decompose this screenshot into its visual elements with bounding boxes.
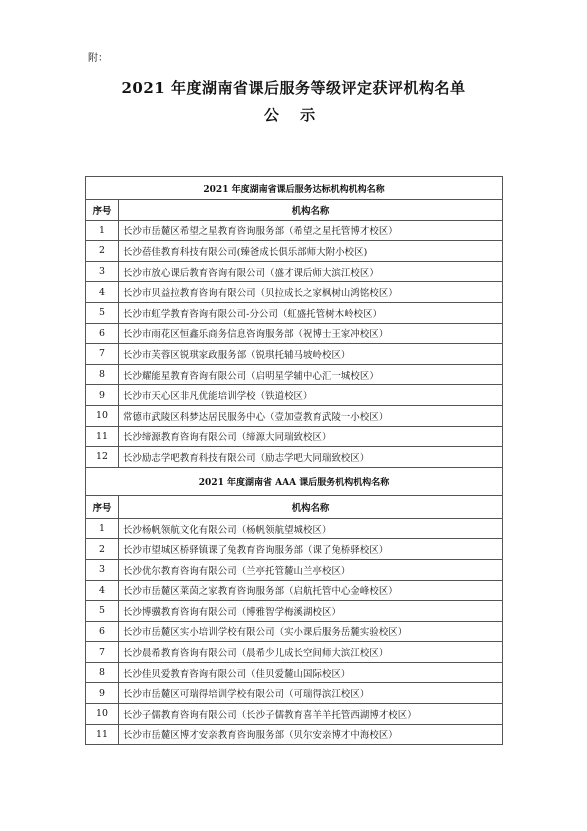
row-number: 5 — [86, 302, 119, 323]
table-row — [86, 683, 503, 704]
section-heading: 2021 年度湖南省课后服务达标机构机构名称 — [86, 177, 503, 200]
column-header-name: 机构名称 — [119, 495, 503, 518]
table-row — [86, 447, 503, 468]
table-row — [86, 426, 503, 447]
annex-label: 附： — [88, 53, 108, 64]
column-header-number: 序号 — [86, 200, 119, 221]
row-number: 5 — [86, 601, 119, 622]
row-number: 1 — [86, 220, 119, 241]
table-row — [86, 261, 503, 282]
institution-name: 长沙市天心区非凡优能培训学校（铁道校区） — [119, 385, 503, 406]
institution-name: 长沙市虹学教育咨询有限公司-分公司（虹盛托管树木岭校区） — [119, 302, 503, 323]
row-number: 3 — [86, 261, 119, 282]
document-subtitle: 公 示 — [263, 106, 324, 124]
institution-name: 长沙优尔教育咨询有限公司（兰亭托管麓山兰亭校区） — [119, 559, 503, 580]
row-number: 1 — [86, 518, 119, 539]
document-title: 2021 年度湖南省课后服务等级评定获评机构名单 — [121, 79, 466, 97]
row-number: 4 — [86, 580, 119, 601]
table-row — [86, 344, 503, 365]
institution-name: 长沙市雨花区恒鑫乐商务信息咨询服务部（祝博士王家冲校区） — [119, 323, 503, 344]
table-row — [86, 539, 503, 560]
column-header-number: 序号 — [86, 495, 119, 518]
row-number: 2 — [86, 539, 119, 560]
row-number: 11 — [86, 724, 119, 745]
row-number: 8 — [86, 364, 119, 385]
institution-name: 长沙市芙蓉区锐琪家政服务部（锐琪托辅马坡岭校区） — [119, 344, 503, 365]
institution-name: 长沙市放心课后教育咨询有限公司（盛才课后师大滨江校区） — [119, 261, 503, 282]
table-row — [86, 405, 503, 426]
table-row — [86, 364, 503, 385]
institution-name: 长沙缔源教育咨询有限公司（缔源大同瑞致校区） — [119, 426, 503, 447]
row-number: 9 — [86, 385, 119, 406]
row-number: 6 — [86, 621, 119, 642]
table-row — [86, 302, 503, 323]
table-row — [86, 601, 503, 622]
row-number: 10 — [86, 704, 119, 725]
table-row — [86, 580, 503, 601]
institution-name: 长沙市岳麓区博才安亲教育咨询服务部（贝尔安亲博才中海校区） — [119, 724, 503, 745]
row-number: 7 — [86, 344, 119, 365]
institution-name: 长沙蓓佳教育科技有限公司(臻爸成长俱乐部师大附小校区) — [119, 241, 503, 262]
institution-name: 长沙博骥教育咨询有限公司（博雅智学梅溪湖校区） — [119, 601, 503, 622]
institution-name: 长沙佳贝爱教育咨询有限公司（佳贝爱麓山国际校区） — [119, 662, 503, 683]
institution-table — [85, 176, 503, 745]
table-row — [86, 323, 503, 344]
row-number: 10 — [86, 405, 119, 426]
column-header-row — [86, 200, 503, 221]
institution-name: 长沙市望城区桥驿镇课了兔教育咨询服务部（课了兔桥驿校区） — [119, 539, 503, 560]
table-row — [86, 385, 503, 406]
table-row — [86, 724, 503, 745]
row-number: 9 — [86, 683, 119, 704]
row-number: 6 — [86, 323, 119, 344]
table-row — [86, 518, 503, 539]
table-row — [86, 621, 503, 642]
table-row — [86, 220, 503, 241]
institution-table-body — [86, 177, 503, 745]
institution-name: 长沙励志学吧教育科技有限公司（励志学吧大同瑞致校区） — [119, 447, 503, 468]
row-number: 7 — [86, 642, 119, 663]
institution-name: 长沙市贝益拉教育咨询有限公司（贝拉成长之家枫树山鸿铭校区） — [119, 282, 503, 303]
institution-name: 长沙市岳麓区可瑞得培训学校有限公司（可瑞得滨江校区） — [119, 683, 503, 704]
section-heading: 2021 年度湖南省 AAA 课后服务机构机构名称 — [86, 467, 503, 495]
section-heading-row — [86, 467, 503, 495]
institution-name: 长沙耀能星教育咨询有限公司（启明星学辅中心汇一城校区） — [119, 364, 503, 385]
table-row — [86, 704, 503, 725]
table-row — [86, 642, 503, 663]
institution-name: 常德市武陵区科梦达居民服务中心（壹加壹教育武陵一小校区） — [119, 405, 503, 426]
institution-name: 长沙市岳麓区希望之星教育咨询服务部（希望之星托管博才校区） — [119, 220, 503, 241]
table-row — [86, 282, 503, 303]
row-number: 4 — [86, 282, 119, 303]
column-header-row — [86, 495, 503, 518]
table-row — [86, 241, 503, 262]
column-header-name: 机构名称 — [119, 200, 503, 221]
institution-name: 长沙市岳麓区莱茵之家教育咨询服务部（启航托管中心金峰校区） — [119, 580, 503, 601]
table-row — [86, 559, 503, 580]
row-number: 3 — [86, 559, 119, 580]
row-number: 2 — [86, 241, 119, 262]
section-heading-row — [86, 177, 503, 200]
row-number: 8 — [86, 662, 119, 683]
institution-name: 长沙子儒教育咨询有限公司（长沙子儒教育喜羊羊托管西湖博才校区） — [119, 704, 503, 725]
institution-name: 长沙杨帆领航文化有限公司（杨帆领航望城校区） — [119, 518, 503, 539]
institution-name: 长沙市岳麓区实小培训学校有限公司（实小课后服务岳麓实验校区） — [119, 621, 503, 642]
row-number: 12 — [86, 447, 119, 468]
table-row — [86, 662, 503, 683]
institution-name: 长沙晨希教育咨询有限公司（晨希少儿成长空间师大滨江校区） — [119, 642, 503, 663]
row-number: 11 — [86, 426, 119, 447]
